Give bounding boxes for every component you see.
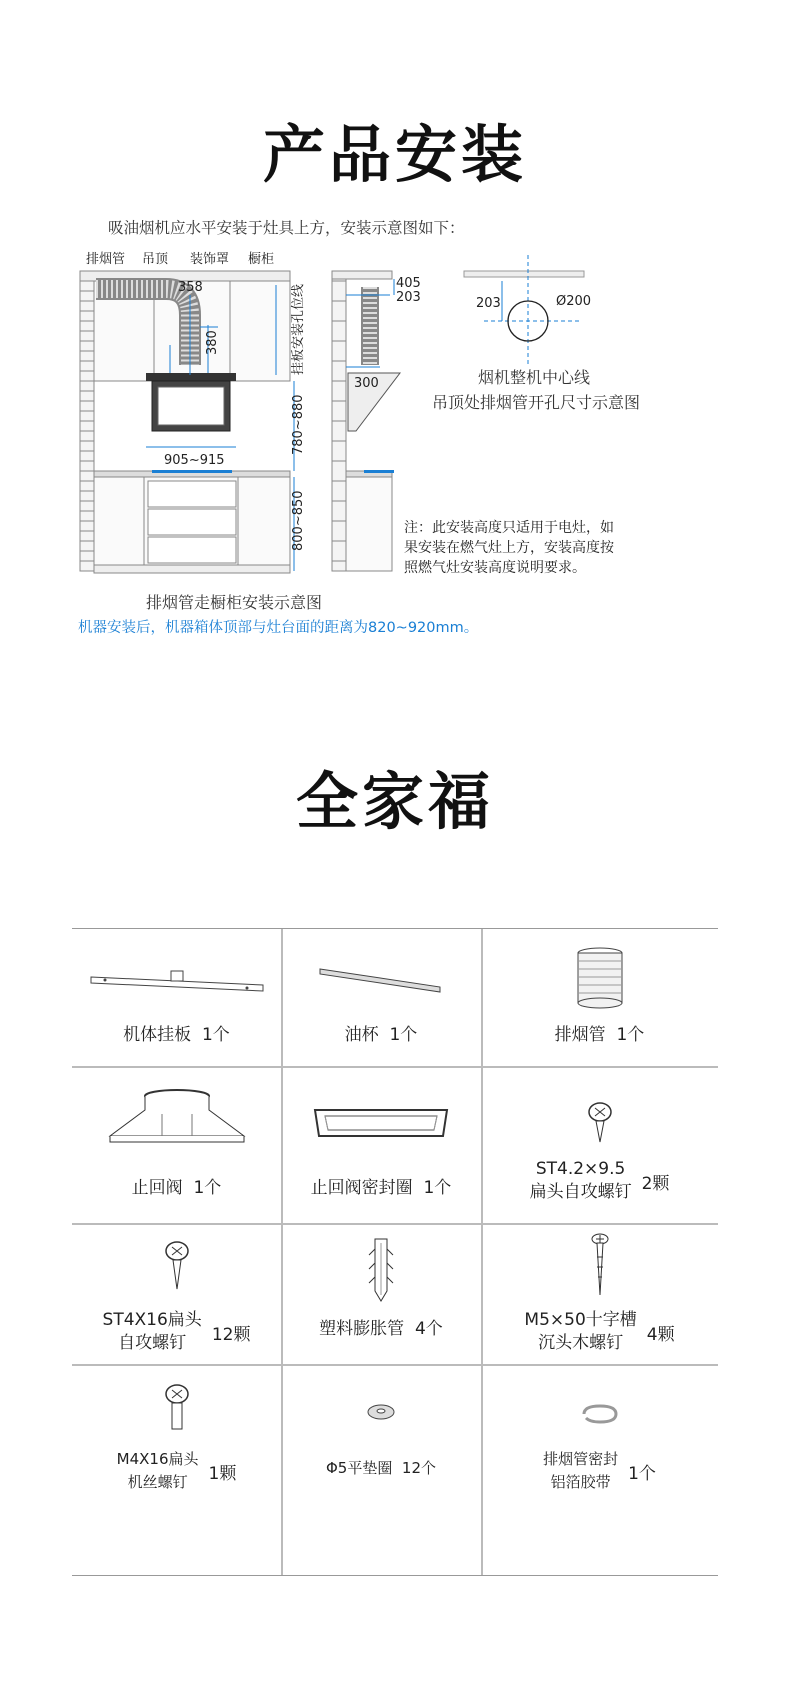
part-cell [281, 1364, 481, 1575]
part-name-line2: 铝箔胶带 [550, 1473, 611, 1491]
part-name: 排烟管 [554, 1025, 606, 1045]
install-intro: 吸油烟机应水平安装于灶具上方，安装示意图如下： [108, 219, 465, 237]
part-cell [72, 1364, 281, 1575]
part-cell [481, 1066, 718, 1223]
dim-905: 905~915 [164, 453, 225, 468]
part-name: 机体挂板 [123, 1025, 192, 1045]
note-line: 照燃气灶安装高度说明要求。 [404, 560, 586, 576]
dim-358: 358 [178, 280, 203, 295]
machine-screw-icon [72, 1384, 281, 1432]
part-name: 塑料膨胀管 [319, 1319, 405, 1339]
part-name: 油杯 [344, 1025, 379, 1045]
part-qty: 12个 [401, 1459, 436, 1477]
label-ceiling: 吊顶 [142, 252, 169, 267]
install-blue-note: 机器安装后，机器箱体顶部与灶台面的距离为820~920mm。 [78, 620, 479, 636]
part-name-line1: ST4.2×9.5 [535, 1159, 626, 1179]
install-caption: 排烟管走橱柜安装示意图 [146, 593, 323, 612]
wood-screw-icon [481, 1233, 718, 1297]
label-exhaust-pipe: 排烟管 [86, 252, 126, 267]
label-cabinet: 橱柜 [248, 252, 275, 267]
plastic-anchor-icon [281, 1237, 481, 1303]
label-cover: 装饰罩 [190, 252, 230, 267]
part-cell [281, 1066, 481, 1223]
dim-203a: 203 [396, 290, 421, 305]
installation-diagram [80, 252, 720, 645]
dim-380: 380 [205, 330, 220, 355]
dim-800: 800~850 [291, 490, 306, 551]
part-cell [281, 1223, 481, 1364]
screw-icon [481, 1102, 718, 1146]
part-cell [481, 1223, 718, 1364]
install-note [404, 518, 614, 578]
dim-200: Ø200 [556, 294, 592, 309]
part-cell [481, 1364, 718, 1575]
note-line: 注：此安装高度只适用于电灶，如 [404, 520, 614, 536]
foil-tape-icon [481, 1402, 718, 1426]
part-qty: 1个 [423, 1178, 452, 1198]
part-cell [72, 929, 281, 1066]
dim-405: 405 [396, 276, 421, 291]
part-qty: 4个 [414, 1319, 443, 1339]
part-cell [72, 1223, 281, 1364]
part-cell [72, 1066, 281, 1223]
family-title: 全家福 [295, 765, 494, 838]
flat-washer-icon [281, 1402, 481, 1422]
part-name-line1: M5×50十字槽 [524, 1310, 637, 1330]
board-line-label: 挂板安装孔位线 [291, 283, 306, 375]
exhaust-pipe-icon [481, 947, 718, 1009]
part-qty: 1个 [193, 1178, 222, 1198]
part-qty: 1个 [201, 1025, 230, 1045]
part-name-line1: M4X16扁头 [116, 1450, 199, 1468]
part-name-line1: ST4X16扁头 [102, 1310, 202, 1330]
dim-300: 300 [354, 376, 379, 391]
part-qty: 1颗 [208, 1463, 237, 1484]
center-line-label: 烟机整机中心线 [478, 368, 591, 387]
dim-780: 780~880 [291, 394, 306, 455]
mounting-plate-icon [72, 967, 281, 997]
install-title: 产品安装 [262, 118, 527, 191]
dim-203b: 203 [476, 296, 501, 311]
part-name: 止回阀 [131, 1178, 183, 1198]
part-qty: 1个 [628, 1463, 656, 1484]
part-name-line1: 排烟管密封 [543, 1450, 619, 1468]
part-qty: 1个 [616, 1025, 645, 1045]
ceiling-hole-label: 吊顶处排烟管开孔尺寸示意图 [432, 393, 641, 412]
note-line: 果安装在燃气灶上方，安装高度按 [404, 540, 614, 556]
part-name-line2: 沉头木螺钉 [538, 1333, 624, 1353]
part-name-line2: 机丝螺钉 [127, 1473, 188, 1491]
oil-cup-icon [281, 965, 481, 995]
seal-ring-icon [281, 1106, 481, 1140]
part-qty: 12颗 [211, 1324, 251, 1345]
part-qty: 1个 [389, 1025, 418, 1045]
part-name-line2: 扁头自攻螺钉 [529, 1182, 632, 1202]
part-name: 止回阀密封圈 [310, 1178, 413, 1198]
check-valve-icon [72, 1088, 281, 1150]
part-qty: 4颗 [646, 1324, 675, 1345]
part-qty: 2颗 [641, 1173, 670, 1194]
part-name-line2: 自攻螺钉 [118, 1333, 187, 1353]
part-name: Φ5平垫圈 [326, 1459, 393, 1477]
parts-grid [72, 928, 718, 1576]
part-cell [281, 929, 481, 1066]
screw-icon [72, 1241, 281, 1291]
part-cell [481, 929, 718, 1066]
